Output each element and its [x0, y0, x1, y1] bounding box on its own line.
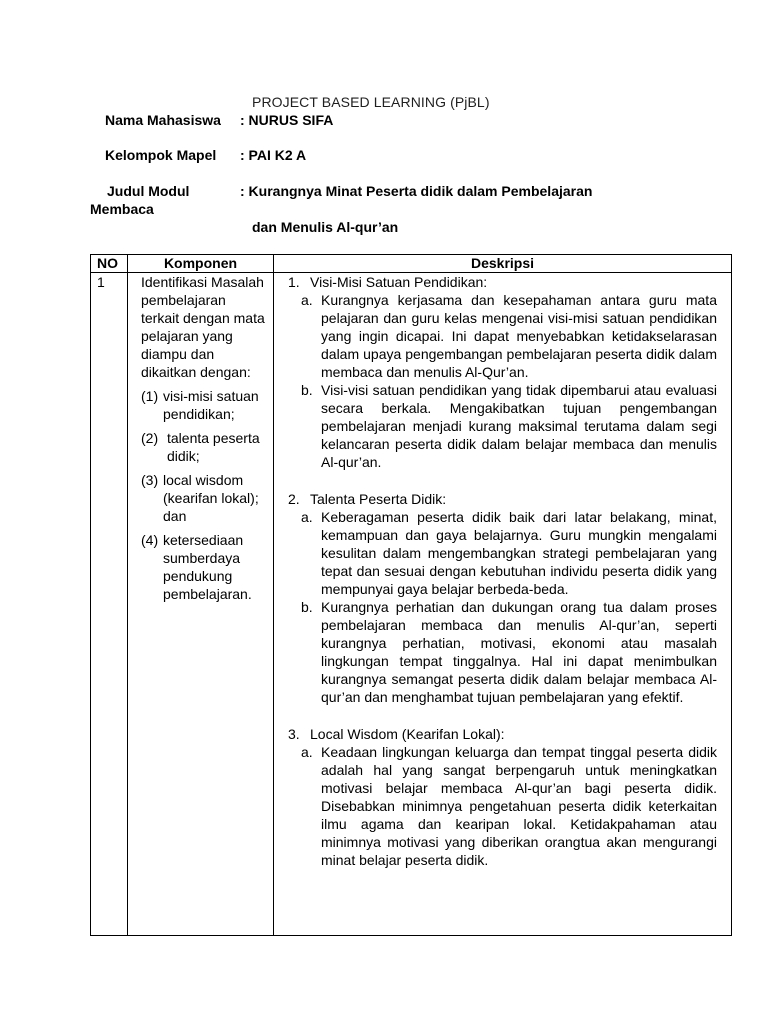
komponen-item	[141, 471, 267, 525]
item-text: Kurangnya kerjasama dan kesepahaman antara guru mata pelajaran dan guru kelas mengenai visi-misi satuan pendidikan yang ingin dicapai. Ini dapat menyebabkan ketidakselarasan dalam upaya pengembangan pembelajaran peserta didik dalam membaca dan menulis Al-Qur’an.	[321, 292, 717, 380]
table-row	[91, 273, 732, 936]
judul-label: Judul Modul	[107, 183, 190, 199]
komponen-item-text: visi-misi satuan pendidikan;	[163, 388, 259, 422]
deskripsi-section	[288, 725, 717, 869]
komponen-item	[141, 387, 267, 423]
section-title: Local Wisdom (Kearifan Lokal):	[310, 726, 505, 742]
section-item	[288, 598, 717, 706]
komponen-intro: Identifikasi Masalah pembelajaran terkait dengan mata pelajaran yang diampu dan dikaitkan dengan:	[141, 274, 265, 380]
section-item	[288, 291, 717, 381]
identification-table	[90, 254, 732, 936]
item-text: Visi-visi satuan pendidikan yang tidak dipembarui atau evaluasi secara berkala. Mengakibatkan tujuan pengembangan pembelajaran menjadi kurang maksimal terutama dalam segi kelancaran peserta didik dalam belajar membaca dan menulis Al-qur’an.	[321, 382, 717, 470]
komponen-cell	[128, 273, 274, 936]
meta-judul-line2: dan Menulis Al-qur’an	[252, 219, 399, 235]
deskripsi-section	[288, 490, 717, 706]
section-number: 3.	[288, 726, 300, 742]
komponen-item-text: ketersediaan sumberdaya pendukung pembelajaran.	[163, 532, 252, 602]
section-heading	[288, 725, 717, 743]
item-text: Kurangnya perhatian dan dukungan orang tua dalam proses pembelajaran membaca dan menulis Al-qur’an, seperti kurangnya perhatian, motivasi, ekonomi atau masalah lingkungan tempat tinggalnya. Hal ini dapat menimbulkan kurangnya semangat peserta didik dalam belajar membaca Al-qur’an dan menghambat tujuan pembelajaran yang efektif.	[321, 599, 717, 705]
header-komponen: Komponen	[128, 255, 274, 273]
item-letter: a.	[301, 509, 313, 525]
kelompok-value: : PAI K2 A	[240, 147, 307, 163]
komponen-item-number: (1)	[141, 388, 159, 404]
section-item	[288, 508, 717, 598]
deskripsi-section	[288, 273, 717, 471]
item-text: Keberagaman peserta didik baik dari latar belakang, minat, kemampuan dan gaya belajarnya. Guru mungkin mengalami kesulitan dalam mengembangkan strategi pembelajaran yang tepat dan sesuai dengan kebutuhan individu peserta didik yang mempunyai gaya belajar berbeda-beda.	[321, 509, 717, 597]
meta-judul-wrap: Membaca	[90, 201, 154, 217]
document-title: PROJECT BASED LEARNING (PjBL)	[252, 94, 490, 110]
nama-label: Nama Mahasiswa	[105, 112, 221, 128]
header-no: NO	[91, 255, 128, 273]
section-number: 2.	[288, 491, 300, 507]
item-letter: a.	[301, 744, 313, 760]
section-item	[288, 743, 717, 869]
komponen-item	[141, 531, 267, 603]
table-header-row	[91, 255, 732, 273]
komponen-item-number: (4)	[141, 532, 159, 548]
header-deskripsi: Deskripsi	[274, 255, 732, 273]
item-letter: b.	[301, 382, 313, 398]
komponen-item	[141, 429, 267, 465]
komponen-item-number: (2)	[141, 430, 159, 446]
section-item	[288, 381, 717, 471]
section-number: 1.	[288, 274, 300, 290]
row-number: 1	[91, 273, 128, 936]
item-text: Keadaan lingkungan keluarga dan tempat tinggal peserta didik adalah hal yang sangat berpengaruh untuk meningkatkan motivasi belajar membaca Al-qur’an bagi peserta didik. Disebabkan minimnya pengetahuan peserta didik keterkaitan ilmu agama dan kearipan lokal. Ketidakpahaman atau minimnya motivasi yang diberikan orangtua akan mengurangi minat belajar peserta didik.	[321, 744, 717, 868]
nama-value: : NURUS SIFA	[240, 112, 334, 128]
judul-value-line1: : Kurangnya Minat Peserta didik dalam Pembelajaran	[240, 183, 593, 199]
komponen-item-number: (3)	[141, 472, 159, 488]
item-letter: a.	[301, 292, 313, 308]
section-title: Visi-Misi Satuan Pendidikan:	[310, 274, 488, 290]
komponen-item-text: local wisdom (kearifan lokal); dan	[163, 472, 259, 524]
deskripsi-cell	[274, 273, 732, 936]
section-heading	[288, 273, 717, 291]
item-letter: b.	[301, 599, 313, 615]
komponen-item-text: talenta peserta didik;	[167, 430, 260, 464]
section-heading	[288, 490, 717, 508]
kelompok-label: Kelompok Mapel	[105, 147, 217, 163]
section-title: Talenta Peserta Didik:	[310, 491, 447, 507]
